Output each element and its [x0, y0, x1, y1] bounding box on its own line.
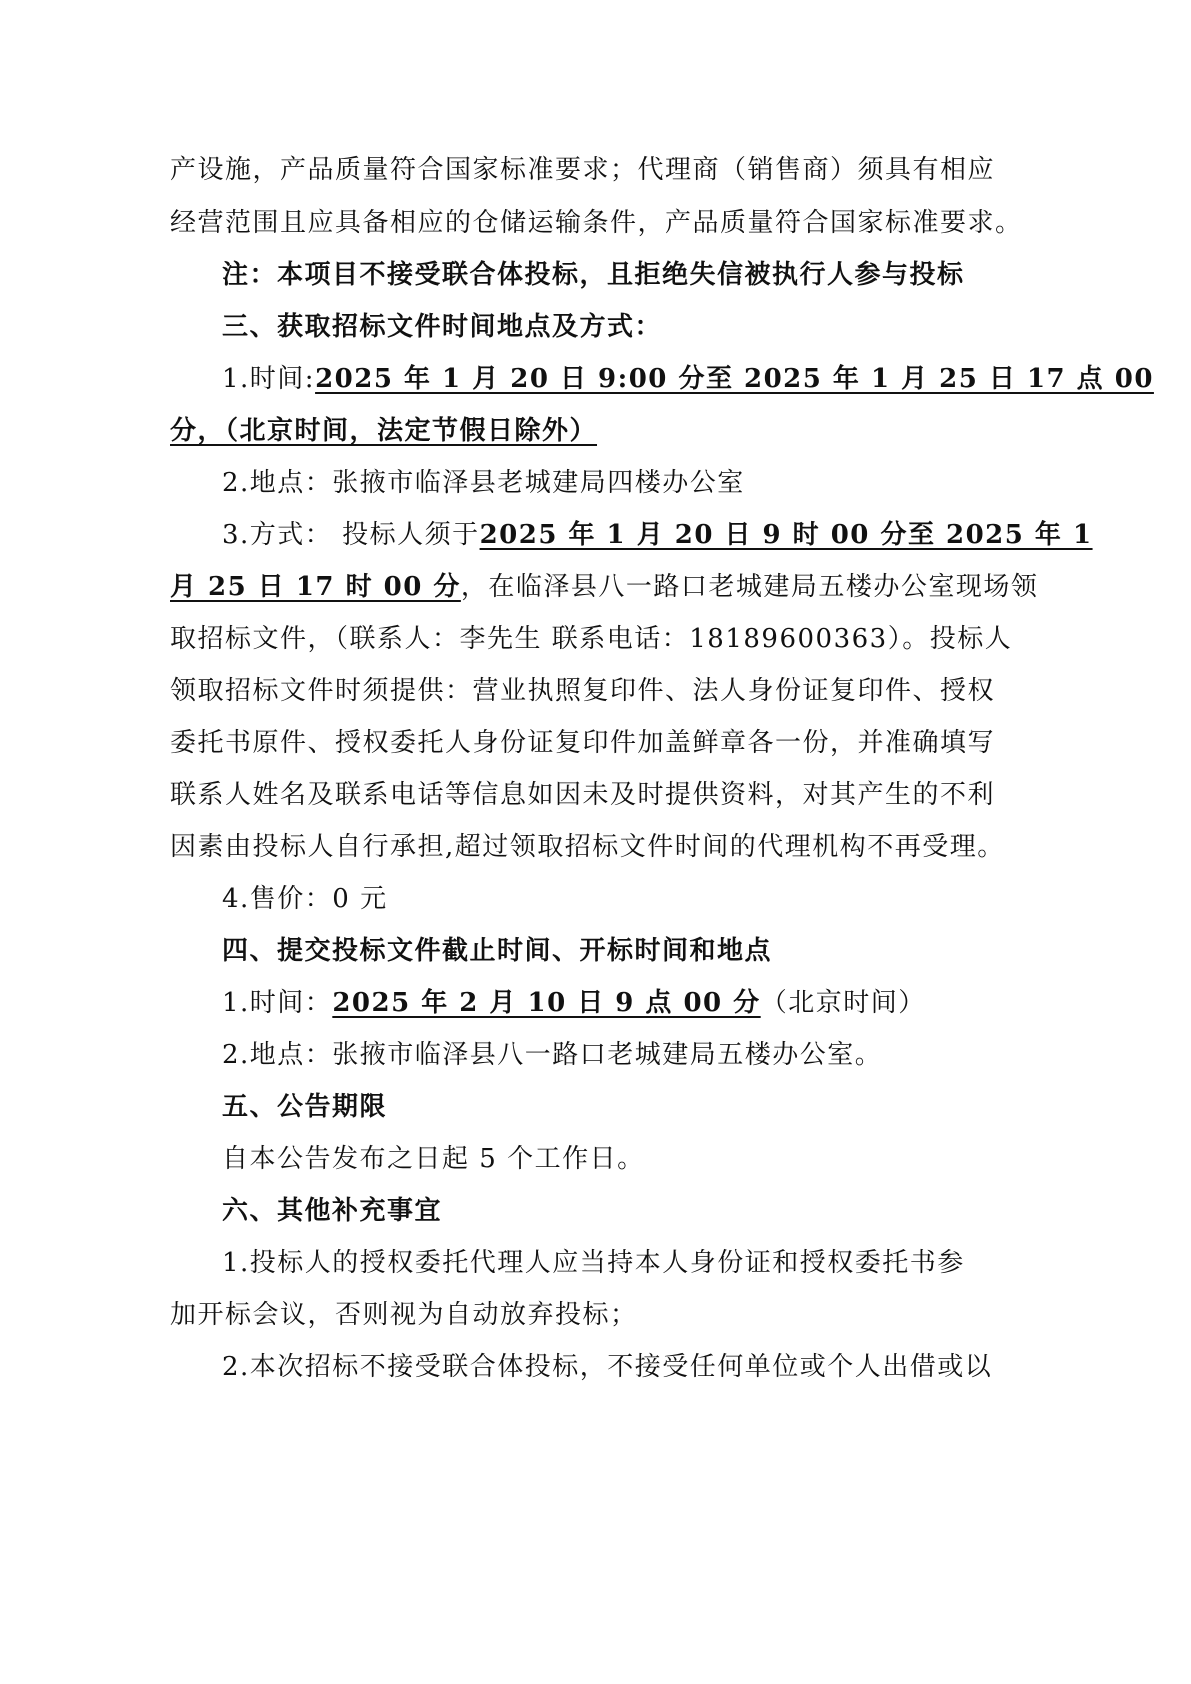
deadline-line [222, 985, 926, 1021]
method-line [222, 517, 1093, 553]
text-span: 1.投标人的授权委托代理人应当持本人身份证和授权委托书参 [222, 1248, 965, 1278]
method-label: 3.方式： 投标人须于 [222, 520, 480, 550]
requirements-line-3 [170, 777, 995, 813]
method-line-cont [170, 569, 1038, 605]
period-line [222, 1141, 645, 1177]
text-span: 2.本次招标不接受联合体投标，不接受任何单位或个人出借或以 [222, 1352, 993, 1382]
location-line [222, 465, 745, 501]
opening-location-line [222, 1037, 882, 1073]
location-text: 2.地点：张掖市临泽县八一路口老城建局五楼办公室。 [222, 1040, 883, 1070]
section-heading-5 [222, 1089, 387, 1125]
text-span: 委托书原件、授权委托人身份证复印件加盖鲜章各一份，并准确填写 [170, 728, 996, 758]
method-place-text: ，在临泽县八一路口老城建局五楼办公室现场领 [460, 572, 1039, 602]
requirements-line-2 [170, 725, 995, 761]
heading-text: 四、提交投标文件截止时间、开标时间和地点 [222, 936, 773, 966]
supplement-line-1 [222, 1245, 965, 1281]
text-span: 因素由投标人自行承担,超过领取招标文件时间的代理机构不再受理。 [170, 832, 1005, 862]
contact-text: 取招标文件，（联系人：李先生 联系电话：18189600363）。投标人 [170, 624, 1013, 654]
text-span: 领取招标文件时须提供：营业执照复印件、法人身份证复印件、授权 [170, 676, 996, 706]
supplement-line-1-cont [170, 1297, 638, 1333]
location-text: 2.地点：张掖市临泽县老城建局四楼办公室 [222, 468, 745, 498]
method-date-text-cont: 月 25 日 17 时 00 分 [170, 572, 461, 602]
requirements-line-1 [170, 673, 995, 709]
note-text: 注：本项目不接受联合体投标，且拒绝失信被执行人参与投标 [222, 260, 965, 290]
text-span: 经营范围且应具备相应的仓储运输条件，产品质量符合国家标准要求。 [170, 208, 1023, 238]
supplement-line-2 [222, 1349, 992, 1385]
time-line-cont [170, 413, 597, 449]
time-line [222, 361, 1154, 397]
price-line [222, 881, 388, 917]
section-heading-6 [222, 1193, 442, 1229]
heading-text: 六、其他补充事宜 [222, 1196, 443, 1226]
label-text: 1.时间: [222, 364, 316, 394]
date-range-text: 2025 年 1 月 20 日 9:00 分至 2025 年 1 月 25 日 17 点 00 [315, 364, 1154, 394]
text-span: 产设施，产品质量符合国家标准要求；代理商（销售商）须具有相应 [170, 155, 996, 185]
requirements-line-4 [170, 829, 1005, 865]
text-span: 联系人姓名及联系电话等信息如因未及时提供资料，对其产生的不利 [170, 780, 996, 810]
body-line-2 [170, 205, 1023, 241]
contact-line [170, 621, 1012, 657]
label-text: 1.时间： [222, 988, 333, 1018]
method-date-text: 2025 年 1 月 20 日 9 时 00 分至 2025 年 1 [479, 520, 1093, 550]
section-heading-4 [222, 933, 772, 969]
text-span: 加开标会议，否则视为自动放弃投标； [170, 1300, 638, 1330]
heading-text: 三、获取招标文件时间地点及方式： [222, 312, 663, 342]
heading-text: 五、公告期限 [222, 1092, 388, 1122]
section-heading-3 [222, 309, 662, 345]
timezone-text: （北京时间） [760, 988, 926, 1018]
body-line-1 [170, 152, 995, 188]
note-line [222, 257, 965, 293]
deadline-date-text: 2025 年 2 月 10 日 9 点 00 分 [332, 988, 761, 1018]
price-text: 4.售价：0 元 [222, 884, 388, 914]
date-range-text-cont: 分，（北京时间，法定节假日除外） [170, 416, 598, 446]
period-text: 自本公告发布之日起 5 个工作日。 [222, 1144, 645, 1174]
